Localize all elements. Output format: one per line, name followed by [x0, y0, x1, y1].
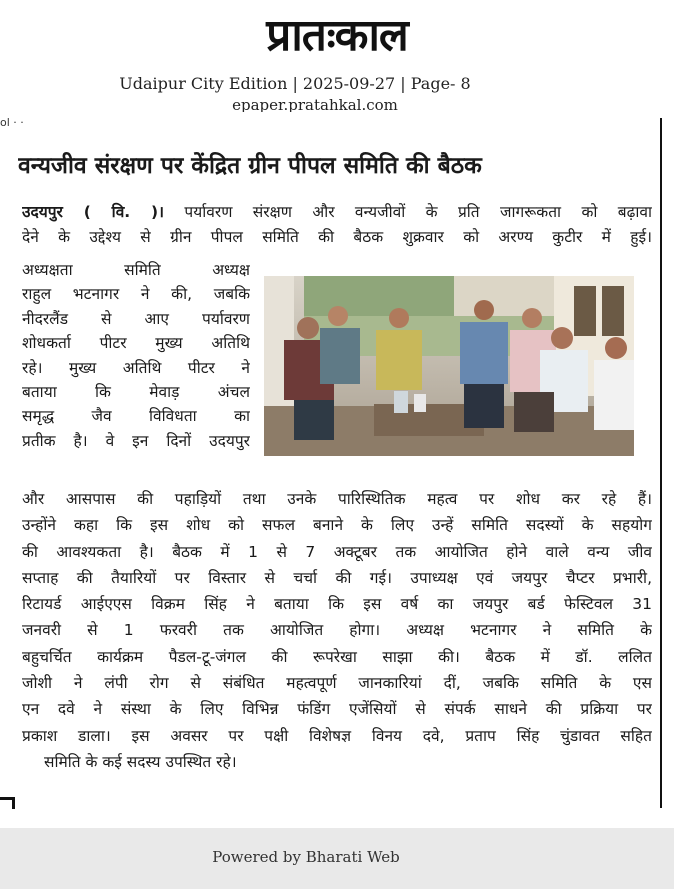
text-line: जनवरी से 1 फरवरी तक आयोजित होगा। अध्यक्ष भटनागर ने समिति के: [22, 621, 652, 640]
footer-bar: [0, 828, 674, 889]
footer-credit[interactable]: Powered by Bharati Web: [212, 848, 400, 866]
column-rule: [660, 118, 662, 808]
text-line: और आसपास की पहाड़ियों तथा उनके पारिस्थितिक महत्व पर शोध कर रहे हैं।: [22, 490, 652, 508]
lead-line: देने के उद्देश्य से ग्रीन पीपल समिति की बैठक शुक्रवार को अरण्य कुटीर में हुई।: [22, 227, 652, 246]
meeting-photo: [264, 276, 634, 456]
text-line: जोशी ने लंपी रोग से संबंधित महत्वपूर्ण जानकारियां दीं, जबकि समिति के एस: [22, 674, 652, 693]
article-body: [22, 486, 652, 775]
text-line: शोधकर्ता पीटर मुख्य अतिथि: [22, 334, 250, 353]
text-line: बताया कि मेवाड़ अंचल: [22, 383, 250, 402]
article-dateline: उदयपुर ( वि. )।: [22, 203, 165, 221]
article-lead: [22, 200, 652, 249]
text-line: एन दवे ने संस्था के लिए विभिन्न फंडिंग एजेंसियों से संपर्क साधने की प्रक्रिया पर: [22, 700, 652, 719]
lead-line: [22, 200, 652, 225]
text-line: समिति के कई सदस्य उपस्थित रहे।: [44, 752, 237, 771]
text-line: की आवश्यकता है। बैठक में 1 से 7 अक्टूबर तक आयोजित होने वाले वन्य जीव: [22, 542, 652, 561]
site-url[interactable]: epaper.pratahkal.com: [232, 96, 398, 112]
lead-text: पर्यावरण संरक्षण और वन्यजीवों के प्रति जागरूकता को बढ़ावा: [164, 203, 652, 221]
text-line: सप्ताह की तैयारियों पर विस्तार से चर्चा की गई। उपाध्यक्ष एवं जयपुर चैप्टर प्रभारी,: [22, 568, 652, 587]
text-line: प्रतीक है। वे इन दिनों उदयपुर: [22, 431, 250, 450]
edition-info: Udaipur City Edition | 2025-09-27 | Page- 8: [119, 74, 471, 93]
text-line: अध्यक्षता समिति अध्यक्ष: [22, 261, 250, 279]
text-line: उन्होंने कहा कि इस शोध को सफल बनाने के लिए उन्हें समिति सदस्यों के सहयोग: [22, 516, 652, 535]
text-line: बहुचर्चित कार्यक्रम पैडल-टू-जंगल की रूपरेखा साझा की। बैठक में डॉ. ललित: [22, 647, 652, 666]
text-line: समृद्ध जैव विविधता का: [22, 407, 250, 426]
text-line: प्रकाश डाला। इस अवसर पर पक्षी विशेषज्ञ विनय दवे, प्रताप सिंह चुंडावत सहित: [22, 726, 652, 745]
text-line: राहुल भटनागर ने की, जबकि: [22, 285, 250, 304]
text-line: नीदरलैंड से आए पर्यावरण: [22, 309, 250, 328]
article-headline: वन्यजीव संरक्षण पर केंद्रित ग्रीन पीपल समिति की बैठक: [18, 153, 482, 179]
article-side-column: [22, 258, 250, 453]
crop-mark: [12, 797, 15, 809]
text-line: रिटायर्ड आईएएस विक्रम सिंह ने बताया कि इस वर्ष का जयपुर बर्ड फेस्टिवल 31: [22, 595, 652, 614]
clip-mark: ol · ·: [0, 116, 24, 129]
masthead-logo: प्रातःकाल: [266, 10, 408, 61]
text-line: रहे। मुख्य अतिथि पीटर ने: [22, 358, 250, 377]
